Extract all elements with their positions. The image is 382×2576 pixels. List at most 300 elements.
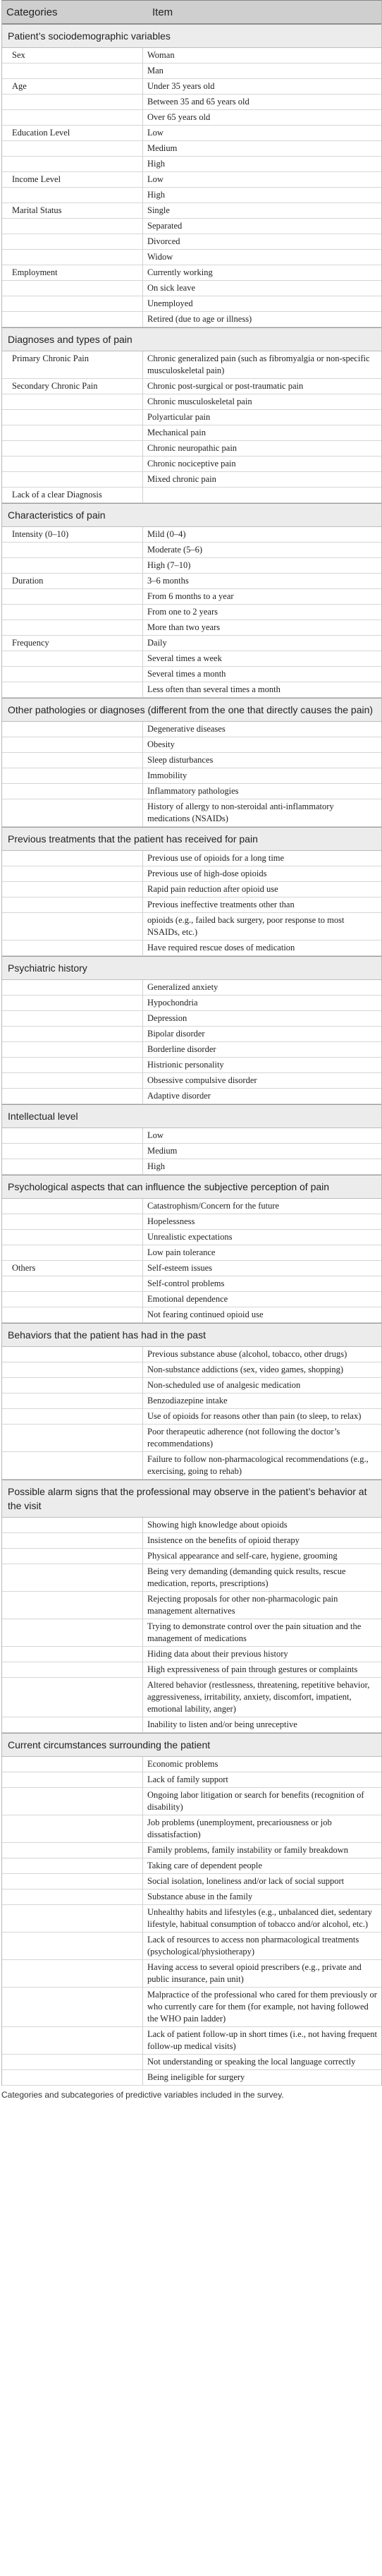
item-cell: Chronic nociceptive pain (147, 459, 236, 468)
item-cell: Malpractice of the professional who cared for them previously or who currently care for them (for example, not having followed the WHO pain ladder) (147, 1990, 377, 2024)
table-row (2, 1647, 381, 1662)
item-cell: Sleep disturbances (147, 755, 214, 765)
table-row (2, 1214, 381, 1230)
category-cell (2, 1874, 143, 1889)
item-cell: High (147, 190, 165, 200)
item-cell: Currently working (147, 267, 213, 277)
item-cell: Inflammatory pathologies (147, 786, 239, 796)
category-cell (2, 1042, 143, 1057)
category-cell: Employment (2, 265, 143, 280)
category-cell (2, 1362, 143, 1377)
category-cell (2, 897, 143, 912)
table-row (2, 1678, 381, 1717)
item-cell: Obesity (147, 739, 175, 749)
table-row (2, 866, 381, 882)
section-title: Psychiatric history (2, 956, 381, 980)
item-cell: Not understanding or speaking the local language correctly (147, 2057, 356, 2067)
table-row (2, 996, 381, 1011)
item-cell: Unhealthy habits and lifestyles (e.g., unbalanced diet, sedentary lifestyle, habitual consumption of tobacco and/or alcohol, etc.) (147, 1907, 372, 1929)
item-cell: Depression (147, 1013, 187, 1023)
table-caption: Categories and subcategories of predictive variables included in the survey. (1, 2090, 284, 2100)
category-cell: Income Level (2, 172, 143, 187)
table-row (2, 558, 381, 574)
category-cell (2, 1518, 143, 1532)
table-row (2, 1564, 381, 1592)
category-cell (2, 941, 143, 955)
category-cell (2, 2027, 143, 2054)
table-row (2, 425, 381, 441)
item-cell (143, 488, 381, 502)
item-cell: Immobility (147, 770, 187, 780)
table-row (2, 589, 381, 605)
category-cell (2, 296, 143, 311)
table-row (2, 1905, 381, 1933)
item-cell: Previous ineffective treatments other than (147, 900, 295, 909)
item-cell: Woman (147, 50, 175, 60)
table-row (2, 1788, 381, 1815)
table-row (2, 1409, 381, 1425)
item-cell: Have required rescue doses of medication (147, 943, 295, 953)
table-row (2, 799, 381, 827)
table-row (2, 1933, 381, 1960)
table-row (2, 768, 381, 784)
table-row (2, 620, 381, 636)
category-cell (2, 768, 143, 783)
table-row (2, 913, 381, 941)
item-cell: Being ineligible for surgery (147, 2072, 245, 2082)
category-cell (2, 1889, 143, 1904)
category-cell (2, 64, 143, 78)
category-cell (2, 1292, 143, 1307)
table-row (2, 1199, 381, 1214)
table-row (2, 472, 381, 488)
category-cell (2, 1245, 143, 1260)
category-cell (2, 1011, 143, 1026)
category-cell: Age (2, 79, 143, 94)
table-row (2, 784, 381, 799)
category-cell (2, 1230, 143, 1245)
section-title: Current circumstances surrounding the patient (2, 1733, 381, 1757)
category-cell (2, 1988, 143, 2026)
item-cell: Chronic generalized pain (such as fibromyalgia or non-specific musculoskeletal pain) (147, 353, 370, 375)
category-cell (2, 605, 143, 619)
category-cell (2, 472, 143, 487)
table-row (2, 234, 381, 250)
item-cell: Single (147, 205, 170, 215)
table-row (2, 1128, 381, 1144)
item-cell: Chronic musculoskeletal pain (147, 397, 252, 406)
item-cell: Job problems (unemployment, precariousness or job dissatisfaction) (147, 1818, 332, 1839)
table-row (2, 737, 381, 753)
table-row (2, 651, 381, 667)
item-cell: Polyarticular pain (147, 412, 211, 422)
item-cell: Being very demanding (demanding quick results, rescue medication, reports, prescriptions) (147, 1566, 346, 1588)
item-cell: Moderate (5–6) (147, 545, 203, 555)
category-cell (2, 110, 143, 125)
table-row (2, 1393, 381, 1409)
category-cell (2, 188, 143, 202)
category-cell (2, 1533, 143, 1548)
header-categories: Categories (6, 6, 58, 18)
category-cell: Others (2, 1261, 143, 1276)
item-cell: Separated (147, 221, 183, 231)
category-cell (2, 1425, 143, 1451)
table-row (2, 410, 381, 425)
category-cell (2, 620, 143, 635)
item-cell: From one to 2 years (147, 607, 218, 617)
item-cell: Hiding data about their previous history (147, 1649, 288, 1659)
item-cell: Chronic neuropathic pain (147, 443, 238, 453)
table-row (2, 1073, 381, 1089)
category-cell (2, 219, 143, 234)
item-cell: Use of opioids for reasons other than pain (to sleep, to relax) (147, 1411, 362, 1421)
item-cell: Low (147, 174, 164, 184)
table-row (2, 1843, 381, 1858)
table-row (2, 48, 381, 64)
table-row (2, 1276, 381, 1292)
item-cell: Over 65 years old (147, 112, 211, 122)
table-row (2, 2027, 381, 2055)
table-row (2, 2055, 381, 2070)
item-cell: Trying to demonstrate control over the pain situation and the management of medications (147, 1621, 362, 1643)
table-row (2, 95, 381, 110)
section-title: Intellectual level (2, 1104, 381, 1128)
category-cell (2, 1159, 143, 1174)
category-cell (2, 1058, 143, 1072)
category-cell (2, 1843, 143, 1858)
section-title: Other pathologies or diagnoses (different from the one that directly causes the pain) (2, 698, 381, 722)
category-cell (2, 157, 143, 171)
category-cell (2, 234, 143, 249)
table-row (2, 1815, 381, 1843)
table-row (2, 851, 381, 866)
item-cell: Inability to listen and/or being unreceptive (147, 1719, 297, 1729)
item-cell: Non-scheduled use of analgesic medication (147, 1380, 301, 1390)
table-row (2, 2070, 381, 2086)
item-cell: Lack of family support (147, 1774, 228, 1784)
item-cell: Obsessive compulsive disorder (147, 1075, 257, 1085)
category-cell (2, 1678, 143, 1717)
item-cell: opioids (e.g., failed back surgery, poor response to most NSAIDs, etc.) (147, 915, 345, 937)
item-cell: Self-esteem issues (147, 1263, 212, 1273)
table-row (2, 1772, 381, 1788)
item-cell: Generalized anxiety (147, 982, 218, 992)
category-cell (2, 1347, 143, 1362)
table-row (2, 79, 381, 95)
category-cell (2, 2055, 143, 2069)
table-row (2, 941, 381, 956)
table-row (2, 1378, 381, 1393)
table-row (2, 1307, 381, 1323)
category-cell (2, 141, 143, 156)
item-cell: Failure to follow non-pharmacological recommendations (e.g., exercising, going to rehab) (147, 1454, 369, 1476)
table-row (2, 753, 381, 768)
item-cell: Having access to several opioid prescribers (e.g., private and public insurance, pain unit) (147, 1962, 362, 1984)
category-cell (2, 1960, 143, 1987)
item-cell: Histrionic personality (147, 1060, 224, 1070)
table-row (2, 456, 381, 472)
item-cell: Several times a month (147, 669, 226, 679)
item-cell: Family problems, family instability or family breakdown (147, 1845, 349, 1855)
category-cell (2, 1409, 143, 1424)
table-row (2, 1027, 381, 1042)
item-cell: Retired (due to age or illness) (147, 314, 252, 324)
item-cell: Daily (147, 638, 167, 648)
category-cell: Intensity (0–10) (2, 527, 143, 542)
item-cell: More than two years (147, 622, 221, 632)
category-cell (2, 1089, 143, 1103)
category-cell: Duration (2, 574, 143, 588)
table-row (2, 126, 381, 141)
category-cell (2, 980, 143, 995)
item-cell: Mechanical pain (147, 428, 206, 437)
category-cell (2, 866, 143, 881)
item-cell: Lack of patient follow-up in short times (i.e., not having frequent follow-up medical visits) (147, 2029, 377, 2051)
table-row (2, 1011, 381, 1027)
item-cell: Less often than several times a month (147, 684, 281, 694)
category-cell (2, 682, 143, 697)
item-cell: Social isolation, loneliness and/or lack of social support (147, 1876, 345, 1886)
table-row (2, 157, 381, 172)
table-body (2, 24, 381, 2086)
table-row (2, 1858, 381, 1874)
category-cell: Primary Chronic Pain (2, 351, 143, 378)
category-cell (2, 1905, 143, 1932)
item-cell: Ongoing labor litigation or search for benefits (recognition of disability) (147, 1790, 364, 1812)
item-cell: Insistence on the benefits of opioid therapy (147, 1535, 300, 1545)
table-row (2, 296, 381, 312)
table-row (2, 351, 381, 379)
section-title: Diagnoses and types of pain (2, 327, 381, 351)
table-row (2, 1042, 381, 1058)
section-title: Psychological aspects that can influence the subjective perception of pain (2, 1175, 381, 1199)
item-cell: Bipolar disorder (147, 1029, 205, 1039)
category-cell (2, 1378, 143, 1393)
item-cell: Altered behavior (restlessness, threatening, repetitive behavior, aggressiveness, irritability, anxiety, discomfort, impatient, emotional lability, anger) (147, 1680, 370, 1714)
item-cell: Divorced (147, 236, 180, 246)
table-row (2, 1292, 381, 1307)
item-cell: Substance abuse in the family (147, 1892, 253, 1901)
item-cell: Taking care of dependent people (147, 1861, 262, 1870)
item-cell: Previous use of opioids for a long time (147, 853, 285, 863)
category-cell: Sex (2, 48, 143, 63)
category-cell: Education Level (2, 126, 143, 140)
category-cell (2, 95, 143, 109)
item-cell: High (147, 159, 165, 169)
category-cell (2, 1564, 143, 1591)
item-cell: From 6 months to a year (147, 591, 234, 601)
item-cell: On sick leave (147, 283, 196, 293)
category-cell (2, 425, 143, 440)
category-cell (2, 1307, 143, 1322)
category-cell (2, 996, 143, 1010)
table-row (2, 1592, 381, 1619)
table-row (2, 1533, 381, 1549)
table-row (2, 1619, 381, 1647)
table-header (2, 1, 381, 24)
category-cell (2, 667, 143, 682)
item-cell: Unemployed (147, 298, 193, 308)
section-title: Patient’s sociodemographic variables (2, 24, 381, 48)
category-cell (2, 1073, 143, 1088)
table-row (2, 1362, 381, 1378)
category-cell (2, 250, 143, 265)
item-cell: Rapid pain reduction after opioid use (147, 884, 278, 894)
category-cell (2, 1027, 143, 1041)
table-row (2, 1662, 381, 1678)
category-cell: Marital Status (2, 203, 143, 218)
item-cell: Self-control problems (147, 1278, 225, 1288)
table-row (2, 172, 381, 188)
item-cell: History of allergy to non-steroidal anti-inflammatory medications (NSAIDs) (147, 802, 334, 823)
item-cell: Poor therapeutic adherence (not following the doctor’s recommendations) (147, 1427, 340, 1449)
table-row (2, 110, 381, 126)
category-cell (2, 281, 143, 296)
item-cell: Adaptive disorder (147, 1091, 211, 1101)
item-cell: Rejecting proposals for other non-pharmacologic pain management alternatives (147, 1594, 338, 1616)
category-cell (2, 410, 143, 425)
table-row (2, 636, 381, 651)
category-cell (2, 558, 143, 573)
category-cell: Lack of a clear Diagnosis (2, 488, 143, 502)
table-row (2, 882, 381, 897)
category-cell (2, 1662, 143, 1677)
category-cell (2, 589, 143, 604)
category-cell (2, 1393, 143, 1408)
table-row (2, 574, 381, 589)
table-row (2, 1549, 381, 1564)
section-title: Possible alarm signs that the professional may observe in the patient’s behavior at the visit (2, 1480, 381, 1518)
table-row (2, 1089, 381, 1104)
item-cell: Showing high knowledge about opioids (147, 1520, 288, 1530)
category-cell (2, 851, 143, 866)
category-cell (2, 737, 143, 752)
header-item: Item (152, 6, 173, 18)
item-cell: Not fearing continued opioid use (147, 1310, 264, 1319)
category-cell (2, 1549, 143, 1564)
table-row (2, 1518, 381, 1533)
table-row (2, 1159, 381, 1175)
category-cell (2, 799, 143, 826)
category-cell (2, 1717, 143, 1732)
item-cell: Low (147, 1130, 164, 1140)
item-cell: High (7–10) (147, 560, 191, 570)
table-row (2, 203, 381, 219)
category-cell (2, 784, 143, 799)
item-cell: Low (147, 128, 164, 138)
table-row (2, 527, 381, 543)
table-row (2, 1960, 381, 1988)
category-cell (2, 543, 143, 557)
item-cell: Unrealistic expectations (147, 1232, 233, 1242)
table-row (2, 1347, 381, 1362)
table-row (2, 1261, 381, 1276)
category-cell (2, 1933, 143, 1959)
table-row (2, 1058, 381, 1073)
category-cell (2, 1647, 143, 1662)
table-row (2, 897, 381, 913)
category-cell (2, 456, 143, 471)
item-cell: Medium (147, 1146, 178, 1156)
variables-table (1, 0, 382, 2086)
table-row (2, 980, 381, 996)
item-cell: High (147, 1161, 165, 1171)
section-title: Previous treatments that the patient has received for pain (2, 827, 381, 851)
category-cell (2, 1619, 143, 1646)
item-cell: Hypochondria (147, 998, 198, 1008)
section-title: Characteristics of pain (2, 503, 381, 527)
category-cell (2, 312, 143, 327)
table-row (2, 1452, 381, 1480)
item-cell: Economic problems (147, 1759, 218, 1769)
item-cell: Borderline disorder (147, 1044, 216, 1054)
table-row (2, 379, 381, 394)
item-cell: Medium (147, 143, 178, 153)
table-row (2, 488, 381, 503)
table-row (2, 219, 381, 234)
item-cell: 3–6 months (147, 576, 189, 586)
item-cell: Between 35 and 65 years old (147, 97, 249, 107)
table-row (2, 265, 381, 281)
table-row (2, 250, 381, 265)
table-row (2, 543, 381, 558)
table-row (2, 188, 381, 203)
category-cell (2, 1772, 143, 1787)
category-cell (2, 753, 143, 768)
table-row (2, 312, 381, 327)
category-cell (2, 394, 143, 409)
table-row (2, 1889, 381, 1905)
category-cell (2, 1276, 143, 1291)
item-cell: Physical appearance and self-care, hygiene, grooming (147, 1551, 338, 1561)
table-row (2, 1717, 381, 1733)
category-cell (2, 1144, 143, 1159)
item-cell: Mild (0–4) (147, 529, 186, 539)
item-cell: Catastrophism/Concern for the future (147, 1201, 280, 1211)
table-row (2, 1874, 381, 1889)
category-cell (2, 882, 143, 897)
table-row (2, 1230, 381, 1245)
item-cell: Lack of resources to access non pharmacological treatments (psychological/physiotherapy) (147, 1935, 359, 1957)
table-row (2, 1757, 381, 1772)
item-cell: Under 35 years old (147, 81, 215, 91)
category-cell (2, 1214, 143, 1229)
item-cell: Non-substance addictions (sex, video games, shopping) (147, 1365, 344, 1374)
item-cell: Man (147, 66, 164, 75)
table-row (2, 64, 381, 79)
category-cell (2, 1858, 143, 1873)
category-cell (2, 1128, 143, 1143)
table-row (2, 667, 381, 682)
category-cell (2, 651, 143, 666)
table-row (2, 441, 381, 456)
table-row (2, 1144, 381, 1159)
category-cell: Secondary Chronic Pain (2, 379, 143, 394)
item-cell: Previous substance abuse (alcohol, tobacco, other drugs) (147, 1349, 347, 1359)
item-cell: Previous use of high-dose opioids (147, 869, 267, 878)
category-cell (2, 2070, 143, 2085)
item-cell: Low pain tolerance (147, 1247, 216, 1257)
table-row (2, 1988, 381, 2027)
item-cell: Degenerative diseases (147, 724, 226, 734)
table-row (2, 1425, 381, 1452)
table-row (2, 141, 381, 157)
category-cell (2, 441, 143, 456)
table-row (2, 1245, 381, 1261)
category-cell (2, 913, 143, 940)
item-cell: High expressiveness of pain through gestures or complaints (147, 1664, 358, 1674)
category-cell (2, 722, 143, 737)
